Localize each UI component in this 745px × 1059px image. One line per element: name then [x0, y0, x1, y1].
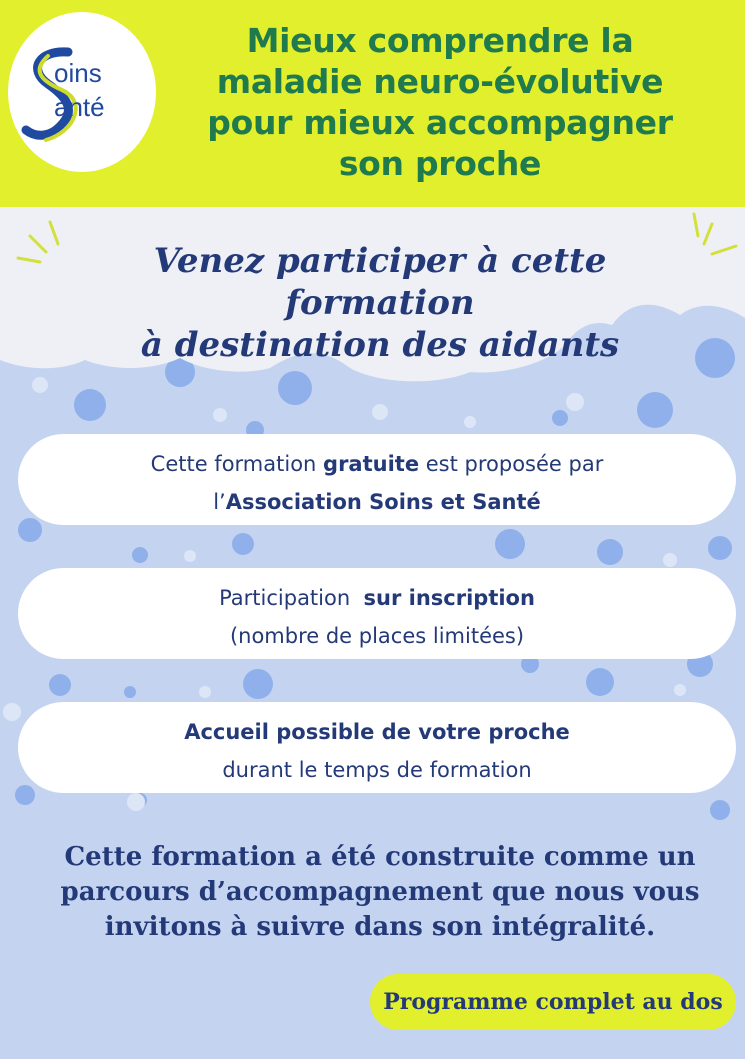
subtitle [60, 240, 700, 366]
subtitle-line: Venez participer à cette formation [153, 241, 607, 323]
info-box-line [18, 588, 736, 609]
info-box-line [18, 454, 736, 475]
info-text: Cette formation [150, 452, 324, 476]
closing-line: invitons à suivre dans son intégralité. [104, 912, 656, 942]
subtitle-line: à destination des aidants [140, 325, 620, 365]
title-line: Mieux comprendre la [246, 21, 634, 60]
info-box-welcome [18, 702, 736, 793]
info-text: Participation [219, 586, 364, 610]
info-text-bold: Association Soins et Santé [225, 490, 541, 514]
closing-line: parcours d’accompagnement que nous vous [60, 877, 700, 907]
title-line: maladie neuro-évolutive [216, 62, 664, 101]
closing-statement [40, 840, 720, 945]
title-line: son proche [338, 144, 542, 183]
closing-line: Cette formation a été construite comme un [64, 842, 696, 872]
info-box-line [18, 626, 736, 647]
logo [8, 12, 156, 172]
info-box-line [18, 492, 736, 513]
info-text: durant le temps de formation [222, 758, 532, 782]
page-title [160, 20, 720, 184]
info-text-bold: gratuite [323, 452, 420, 476]
logo-text-soins: oins [54, 58, 102, 88]
info-text-bold: sur inscription [363, 586, 535, 610]
title-line: pour mieux accompagner [207, 103, 673, 142]
info-text-bold: Accueil possible de votre proche [184, 720, 570, 744]
logo-text-sante: anté [54, 92, 105, 122]
program-badge: Programme complet au dos [370, 974, 736, 1030]
info-text: (nombre de places limitées) [229, 624, 525, 648]
info-box-line [18, 760, 736, 781]
info-box-line [18, 722, 736, 743]
info-box-registration [18, 568, 736, 659]
header-banner [0, 0, 745, 207]
info-text: est proposée par [419, 452, 604, 476]
info-text: l’ [213, 490, 226, 514]
info-box-free-training [18, 434, 736, 525]
